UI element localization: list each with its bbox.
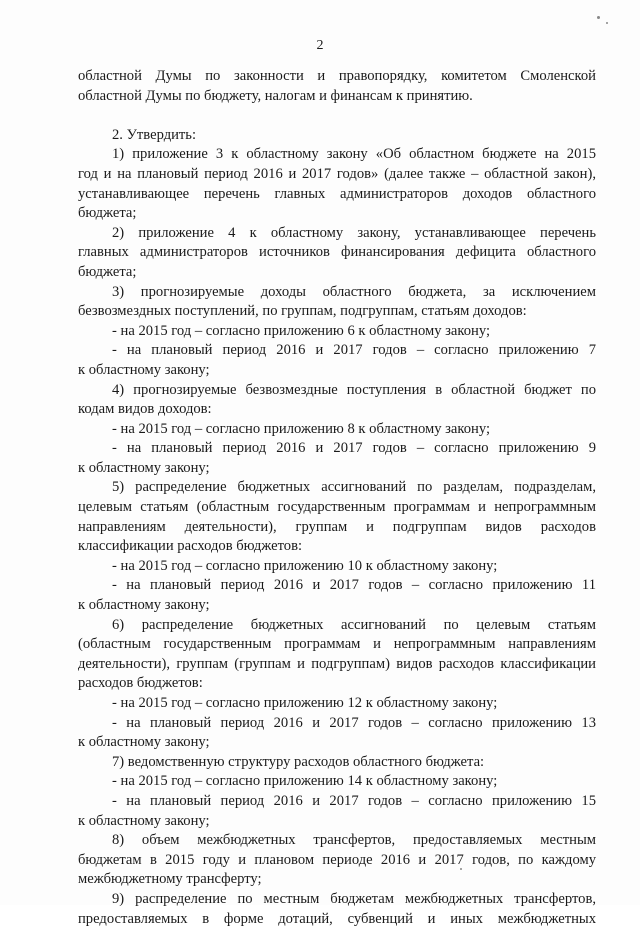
text-line: главных администраторов источников финансирования дефицита областного: [78, 244, 596, 261]
text-line: - на 2015 год – согласно приложению 10 к областному закону;: [112, 557, 498, 574]
text-line: 5) распределение бюджетных ассигнований по разделам, подразделам,: [112, 479, 596, 496]
text-line: (областным государственным программам и непрограммным направлениям: [78, 636, 596, 653]
text-line: областной Думы по бюджету, налогам и финансам к принятию.: [78, 87, 473, 104]
scan-speck: [597, 16, 600, 19]
text-line: 9) распределение по местным бюджетам межбюджетных трансфертов,: [112, 890, 596, 907]
text-line: 3) прогнозируемые доходы областного бюджета, за исключением: [112, 283, 596, 300]
text-line: 4) прогнозируемые безвозмездные поступления в областной бюджет по: [112, 381, 596, 398]
text-line: - на плановый период 2016 и 2017 годов – согласно приложению 7: [112, 342, 596, 359]
text-line: к областному закону;: [78, 597, 210, 614]
text-line: межбюджетному трансферту;: [78, 871, 262, 888]
text-line: целевым статьям (областным государственным программам и непрограммным: [78, 499, 596, 516]
text-line: 6) распределение бюджетных ассигнований по целевым статьям: [112, 616, 596, 633]
text-line: к областному закону;: [78, 734, 210, 751]
text-line: кодам видов доходов:: [78, 401, 212, 418]
text-line: - на плановый период 2016 и 2017 годов – согласно приложению 15: [112, 792, 596, 809]
text-line: 2. Утвердить:: [112, 126, 197, 143]
document-body: [78, 67, 596, 929]
text-line: год и на плановый период 2016 и 2017 годов» (далее также – областной закон),: [78, 165, 596, 182]
page-number: 2: [316, 38, 324, 53]
text-line: - на плановый период 2016 и 2017 годов – согласно приложению 9: [112, 440, 596, 457]
text-line: бюджета;: [78, 205, 137, 222]
text-line: бюджетам в 2015 году и плановом периоде 2016 и 2017 годов, по каждому: [78, 851, 596, 868]
text-line: - на 2015 год – согласно приложению 8 к областному закону;: [112, 420, 491, 437]
text-line: - на плановый период 2016 и 2017 годов – согласно приложению 13: [112, 714, 596, 731]
text-line: 8) объем межбюджетных трансфертов, предоставляемых местным: [112, 832, 596, 849]
text-line: - на 2015 год – согласно приложению 14 к областному закону;: [112, 773, 498, 790]
text-line: 2) приложение 4 к областному закону, устанавливающее перечень: [112, 224, 596, 241]
text-line: областной Думы по законности и правопорядку, комитетом Смоленской: [78, 68, 596, 84]
text-line: расходов бюджетов:: [78, 675, 203, 692]
text-line: - на 2015 год – согласно приложению 6 к областному закону;: [112, 322, 491, 339]
text-line: безвозмездных поступлений, по группам, подгруппам, статьям доходов:: [78, 303, 527, 320]
text-line: - на 2015 год – согласно приложению 12 к областному закону;: [112, 695, 498, 711]
scan-speck: [460, 868, 462, 870]
text-line: направлениям деятельности), группам и подгруппам видов расходов: [78, 518, 596, 535]
text-line: 1) приложение 3 к областному закону «Об областном бюджете на 2015: [112, 146, 596, 163]
text-line: бюджета;: [78, 263, 137, 280]
text-line: - на плановый период 2016 и 2017 годов – согласно приложению 11: [112, 577, 596, 594]
scan-speck: [606, 22, 608, 24]
text-line: к областному закону;: [78, 812, 210, 829]
text-line: 7) ведомственную структуру расходов областного бюджета:: [112, 753, 485, 770]
text-line: устанавливающее перечень главных администраторов доходов областного: [78, 185, 596, 202]
text-line: классификации расходов бюджетов:: [78, 538, 303, 555]
text-line: предоставляемых в форме дотаций, субвенций и иных межбюджетных: [78, 910, 596, 927]
text-line: к областному закону;: [78, 361, 210, 378]
text-line: к областному закону;: [78, 459, 210, 476]
text-line: деятельности), группам (группам и подгруппам) видов расходов классификации: [78, 655, 596, 672]
